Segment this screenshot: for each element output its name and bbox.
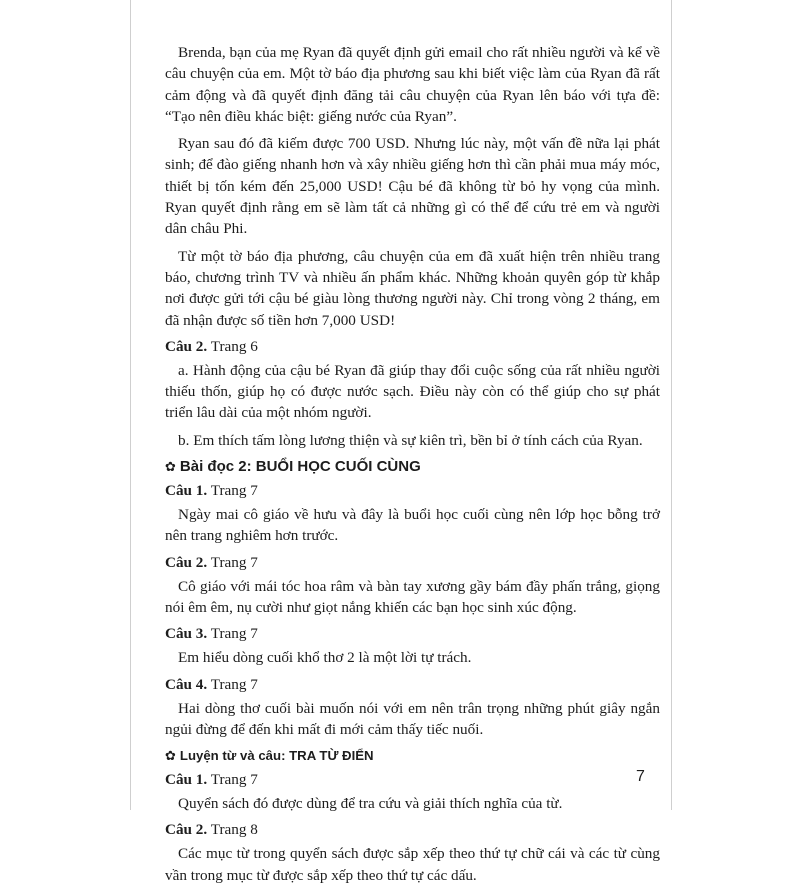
question-page-ref: Trang 7 bbox=[210, 771, 258, 789]
story-paragraph: Từ một tờ báo địa phương, câu chuyện của em đã xuất hiện trên nhiều trang báo, chương trình TV và nhiều ấn phẩm khác. Những khoản quyên góp từ khắp nơi được gửi tới cậu bé giàu lòng thương người này. Chỉ trong vòng 2 tháng, em đã nhận được số tiền hơn 7,000 USD! bbox=[165, 247, 660, 329]
question-number: Câu 3. bbox=[165, 625, 208, 643]
section-title: Bài đọc 2: BUỔI HỌC CUỐI CÙNG bbox=[179, 458, 421, 476]
question-number: Câu 2. bbox=[165, 553, 208, 571]
answer-text: Quyển sách đó được dùng để tra cứu và giải thích nghĩa của từ. bbox=[178, 795, 563, 813]
question-heading bbox=[165, 770, 660, 789]
story-paragraph: Brenda, bạn của mẹ Ryan đã quyết định gửi email cho rất nhiều người và kể về câu chuyện của em. Một tờ báo địa phương sau khi biết việc làm của Ryan đã rất cảm động và đã quyết định đăng tải câu chuyện của Ryan lên báo với tựa đề: “Tạo nên điều khác biệt: giếng nước của Ryan”. bbox=[165, 44, 660, 125]
question-heading bbox=[165, 675, 660, 694]
question-page-ref: Trang 6 bbox=[210, 337, 258, 355]
section-heading bbox=[165, 457, 660, 476]
page-content bbox=[165, 42, 660, 892]
question-number: Câu 1. bbox=[165, 482, 208, 500]
question-heading bbox=[165, 820, 660, 839]
answer-text: Ngày mai cô giáo về hưu và đây là buổi học cuối cùng nên lớp học bỗng trở nên trang nghiêm hơn trước. bbox=[165, 506, 660, 545]
story-paragraph: Ryan sau đó đã kiếm được 700 USD. Nhưng lúc này, một vấn đề nữa lại phát sinh; để đào giếng nhanh hơn và xây nhiều giếng hơn thì cần phải mua máy móc, thiết bị tốn kém đến 25,000 USD! Cậu bé đã không từ bỏ hy vọng của mình. Ryan quyết định rằng em sẽ làm tất cả những gì có thể để cứu trẻ em và người dân châu Phi. bbox=[165, 135, 660, 238]
answer-text: Hai dòng thơ cuối bài muốn nói với em nên trân trọng những phút giây ngắn ngủi đừng để đến khi mất đi mới cảm thấy tiếc nuối. bbox=[165, 699, 660, 738]
question-page-ref: Trang 7 bbox=[210, 625, 258, 643]
question-number: Câu 1. bbox=[165, 771, 208, 789]
section-heading bbox=[165, 746, 660, 765]
question-page-ref: Trang 7 bbox=[210, 482, 258, 500]
answer-text: Em hiểu dòng cuối khổ thơ 2 là một lời tự trách. bbox=[178, 649, 472, 667]
question-page-ref: Trang 7 bbox=[210, 675, 258, 693]
answer-text: a. Hành động của cậu bé Ryan đã giúp thay đổi cuộc sống của rất nhiều người thiếu thốn, giúp họ có được nước sạch. Điều này còn có thể giúp cho sự phát triển lâu dài của một nhóm người. bbox=[165, 361, 660, 422]
answer-text: Các mục từ trong quyển sách được sắp xếp theo thứ tự chữ cái và các từ cùng vần trong mục từ được sắp xếp theo thứ tự các dấu. bbox=[165, 845, 660, 884]
question-number: Câu 4. bbox=[165, 675, 208, 693]
answer-text: b. Em thích tấm lòng lương thiện và sự kiên trì, bền bỉ ở tính cách của Ryan. bbox=[178, 431, 643, 449]
flower-icon: ✿ bbox=[165, 748, 176, 764]
question-number: Câu 2. bbox=[165, 337, 208, 355]
question-heading bbox=[165, 481, 660, 500]
section-title: Luyện từ và câu: TRA TỪ ĐIỂN bbox=[179, 748, 374, 764]
question-heading bbox=[165, 624, 660, 643]
question-heading bbox=[165, 553, 660, 572]
page-number: 7 bbox=[636, 768, 645, 785]
answer-text: Cô giáo với mái tóc hoa râm và bàn tay xương gầy bám đầy phấn trắng, giọng nói êm êm, nụ cười như giọt nắng khiến các bạn học sinh xúc động. bbox=[165, 577, 660, 616]
question-number: Câu 2. bbox=[165, 821, 208, 839]
flower-icon: ✿ bbox=[165, 459, 176, 475]
question-page-ref: Trang 8 bbox=[210, 821, 258, 839]
question-heading bbox=[165, 337, 660, 356]
question-page-ref: Trang 7 bbox=[210, 553, 258, 571]
